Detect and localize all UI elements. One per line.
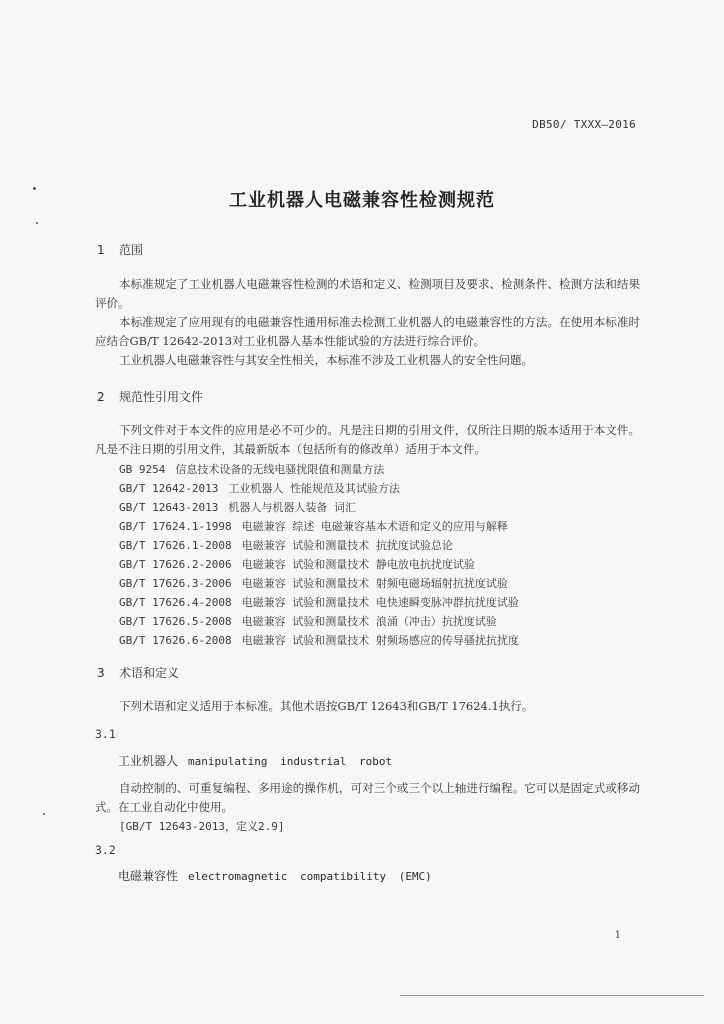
reference-item: GB/T 17626.4-2008 电磁兼容 试验和测量技术 电快速瞬变脉冲群抗扰度试验 [119, 596, 519, 609]
scan-edge-line [400, 995, 704, 996]
section-1-number: 1 [97, 243, 105, 257]
term-3-1-en: manipulating industrial robot [188, 755, 393, 768]
section-3-heading [97, 664, 179, 681]
reference-item: GB 9254 信息技术设备的无线电骚扰限值和测量方法 [119, 463, 385, 476]
clause-3-2-number: 3.2 [95, 843, 116, 857]
reference-item: GB/T 17626.2-2006 电磁兼容 试验和测量技术 静电放电抗扰度试验 [119, 558, 475, 571]
reference-item: GB/T 17626.3-2006 电磁兼容 试验和测量技术 射频电磁场辐射抗扰度试验 [119, 577, 508, 590]
scan-speck [43, 813, 45, 815]
reference-item: GB/T 12642-2013 工业机器人 性能规范及其试验方法 [119, 482, 400, 495]
section-3-intro: 下列术语和定义适用于本标准。其他术语按GB/T 12643和GB/T 17624.1执行。 [119, 699, 534, 713]
term-3-1-source: [GB/T 12643-2013，定义2.9] [119, 820, 285, 833]
term-3-2-en: electromagnetic compatibility (EMC) [188, 870, 432, 883]
scan-speck [36, 222, 38, 224]
reference-item: GB/T 17626.5-2008 电磁兼容 试验和测量技术 浪涌（冲击）抗扰度试验 [119, 615, 497, 628]
term-3-2-cn: 电磁兼容性 [118, 869, 179, 883]
section-3-number: 3 [97, 666, 105, 680]
reference-item: GB/T 17624.1-1998 电磁兼容 综述 电磁兼容基本术语和定义的应用与解释 [119, 520, 508, 533]
section-1-para-2: 本标准规定了应用现有的电磁兼容性通用标准去检测工业机器人的电磁兼容性的方法。在使用本标准时应结合GB/T 12642-2013对工业机器人基本性能试验的方法进行综合评价。 [95, 315, 640, 348]
section-1-para-1: 本标准规定了工业机器人电磁兼容性检测的术语和定义、检测项目及要求、检测条件、检测方法和结果评价。 [95, 277, 640, 310]
term-3-1 [118, 752, 392, 769]
section-2-heading [97, 388, 203, 405]
section-1-title: 范围 [119, 243, 144, 257]
section-1-heading [97, 241, 143, 258]
clause-3-1-number: 3.1 [95, 727, 116, 741]
term-3-1-definition: 自动控制的、可重复编程、多用途的操作机，可对三个或三个以上轴进行编程。它可以是固定式或移动式。在工业自动化中使用。 [95, 781, 640, 814]
scan-speck [33, 187, 36, 190]
reference-item: GB/T 17626.6-2008 电磁兼容 试验和测量技术 射频场感应的传导骚扰抗扰度 [119, 634, 519, 647]
document-title: 工业机器人电磁兼容性检测规范 [229, 190, 495, 211]
section-2-title: 规范性引用文件 [119, 390, 204, 404]
section-3-title: 术语和定义 [119, 666, 180, 680]
section-2-intro: 下列文件对于本文件的应用是必不可少的。凡是注日期的引用文件，仅所注日期的版本适用于本文件。凡是不注日期的引用文件，其最新版本（包括所有的修改单）适用于本文件。 [95, 423, 640, 456]
term-3-2 [118, 867, 432, 884]
term-3-1-cn: 工业机器人 [118, 754, 179, 768]
section-2-number: 2 [97, 390, 105, 404]
reference-item: GB/T 17626.1-2008 电磁兼容 试验和测量技术 抗扰度试验总论 [119, 539, 453, 552]
section-1-para-3: 工业机器人电磁兼容性与其安全性相关，本标准不涉及工业机器人的安全性问题。 [119, 353, 533, 367]
standard-code: DB50/ TXXX—2016 [532, 118, 636, 131]
reference-item: GB/T 12643-2013 机器人与机器人装备 词汇 [119, 501, 356, 514]
page-number: 1 [614, 930, 621, 941]
